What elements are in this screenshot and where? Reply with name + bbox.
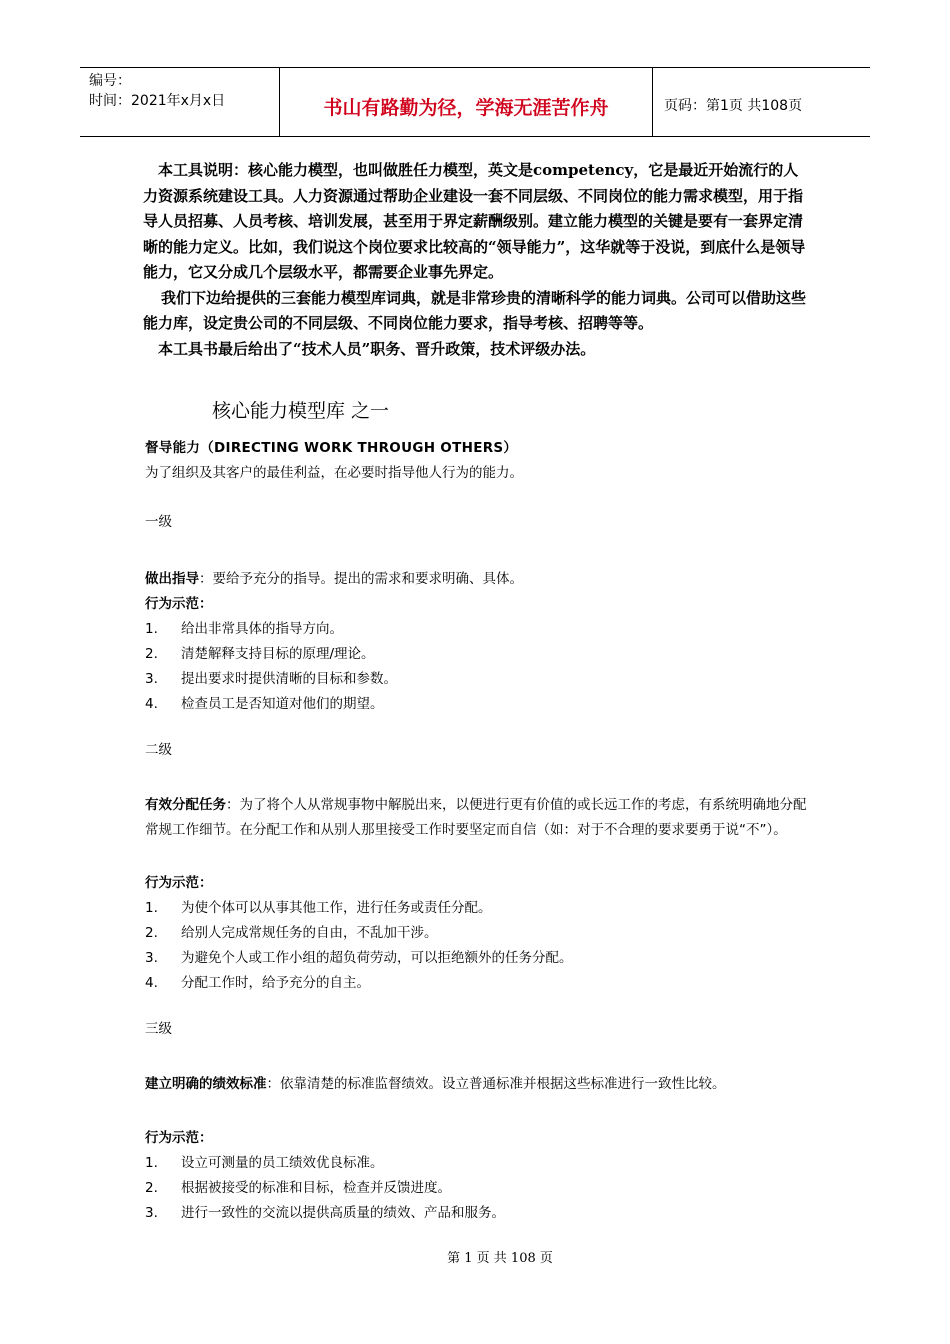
competency-definition: 为了组织及其客户的最佳利益，在必要时指导他人行为的能力。: [145, 465, 523, 481]
intro-paragraph-1: 本工具说明：核心能力模型，也叫做胜任力模型，英文是competency，它是最近开始流行的人力资源系统建设工具。人力资源通过帮助企业建设一套不同层级、不同岗位的能力需求模型，用于指导人员招募、人员考核、培训发展，甚至用于界定薪酬级别。建立能力模型的关键是要有一套界定清晰的能力定义。比如，我们说这个岗位要求比较高的“领导能力”，这华就等于没说，到底什么是领导能力，它又分成几个层级水平，都需要企业事先界定。: [143, 161, 806, 281]
level-heading: 二级: [145, 742, 172, 758]
behavior-label: 行为示范：: [145, 596, 213, 612]
skill-description: ：为了将个人从常规事物中解脱出来，以便进行更有价值的或长远工作的考虑，有系统明确地分配常规工作细节。在分配工作和从别人那里接受工作时要坚定而自信（如：对于不合理的要求要勇于说“不”）。: [145, 797, 807, 838]
competency-title: 督导能力（DIRECTING WORK THROUGH OTHERS）: [145, 440, 518, 456]
header-meta: [80, 68, 280, 136]
list-item: 1. 设立可测量的员工绩效优良标准。: [145, 1155, 384, 1171]
list-item: 2. 给别人完成常规任务的自由，不乱加干涉。: [145, 925, 438, 941]
list-item: 3. 进行一致性的交流以提供高质量的绩效、产品和服务。: [145, 1205, 505, 1221]
skill-name: 做出指导: [145, 571, 199, 587]
list-item: 3. 提出要求时提供清晰的目标和参数。: [145, 671, 397, 687]
skill-line: [145, 793, 815, 843]
list-item: 4. 检查员工是否知道对他们的期望。: [145, 696, 384, 712]
list-item: 2. 清楚解释支持目标的原理/理论。: [145, 646, 375, 662]
level-heading: 一级: [145, 514, 172, 530]
document-date: 时间：2021年x月x日: [89, 93, 226, 109]
behavior-label: 行为示范：: [145, 1130, 213, 1146]
skill-line: [145, 567, 523, 587]
list-item: 1. 给出非常具体的指导方向。: [145, 621, 343, 637]
page-footer: 第 1 页 共 108 页: [447, 1251, 553, 1266]
skill-description: ：要给予充分的指导。提出的需求和要求明确、具体。: [199, 571, 523, 587]
intro-section: [143, 158, 813, 362]
section-title: 核心能力模型库 之一: [212, 400, 390, 422]
list-item: 1. 为使个体可以从事其他工作，进行任务或责任分配。: [145, 900, 492, 916]
skill-name: 建立明确的绩效标准: [145, 1076, 267, 1092]
list-item: 3. 为避免个人或工作小组的超负荷劳动，可以拒绝额外的任务分配。: [145, 950, 573, 966]
header-page-info: 页码：第1页 共108页: [664, 98, 803, 114]
list-item: 4. 分配工作时，给予充分的自主。: [145, 975, 370, 991]
header-motto: 书山有路勤为径，学海无涯苦作舟: [280, 68, 653, 136]
document-number: 编号：: [89, 73, 131, 89]
intro-paragraph-2: 我们下边给提供的三套能力模型库词典，就是非常珍贵的清晰科学的能力词典。公司可以借助这些能力库，设定贵公司的不同层级、不同岗位能力要求，指导考核、招聘等等。: [143, 288, 807, 332]
behavior-label: 行为示范：: [145, 875, 213, 891]
skill-name: 有效分配任务: [145, 797, 226, 813]
page-header: [80, 67, 870, 137]
list-item: 2. 根据被接受的标准和目标，检查并反馈进度。: [145, 1180, 451, 1196]
intro-paragraph-3: 本工具书最后给出了“技术人员”职务、晋升政策，技术评级办法。: [158, 339, 596, 358]
skill-line: [145, 1072, 815, 1097]
level-heading: 三级: [145, 1021, 172, 1037]
skill-description: ：依靠清楚的标准监督绩效。设立普通标准并根据这些标准进行一致性比较。: [266, 1076, 726, 1092]
